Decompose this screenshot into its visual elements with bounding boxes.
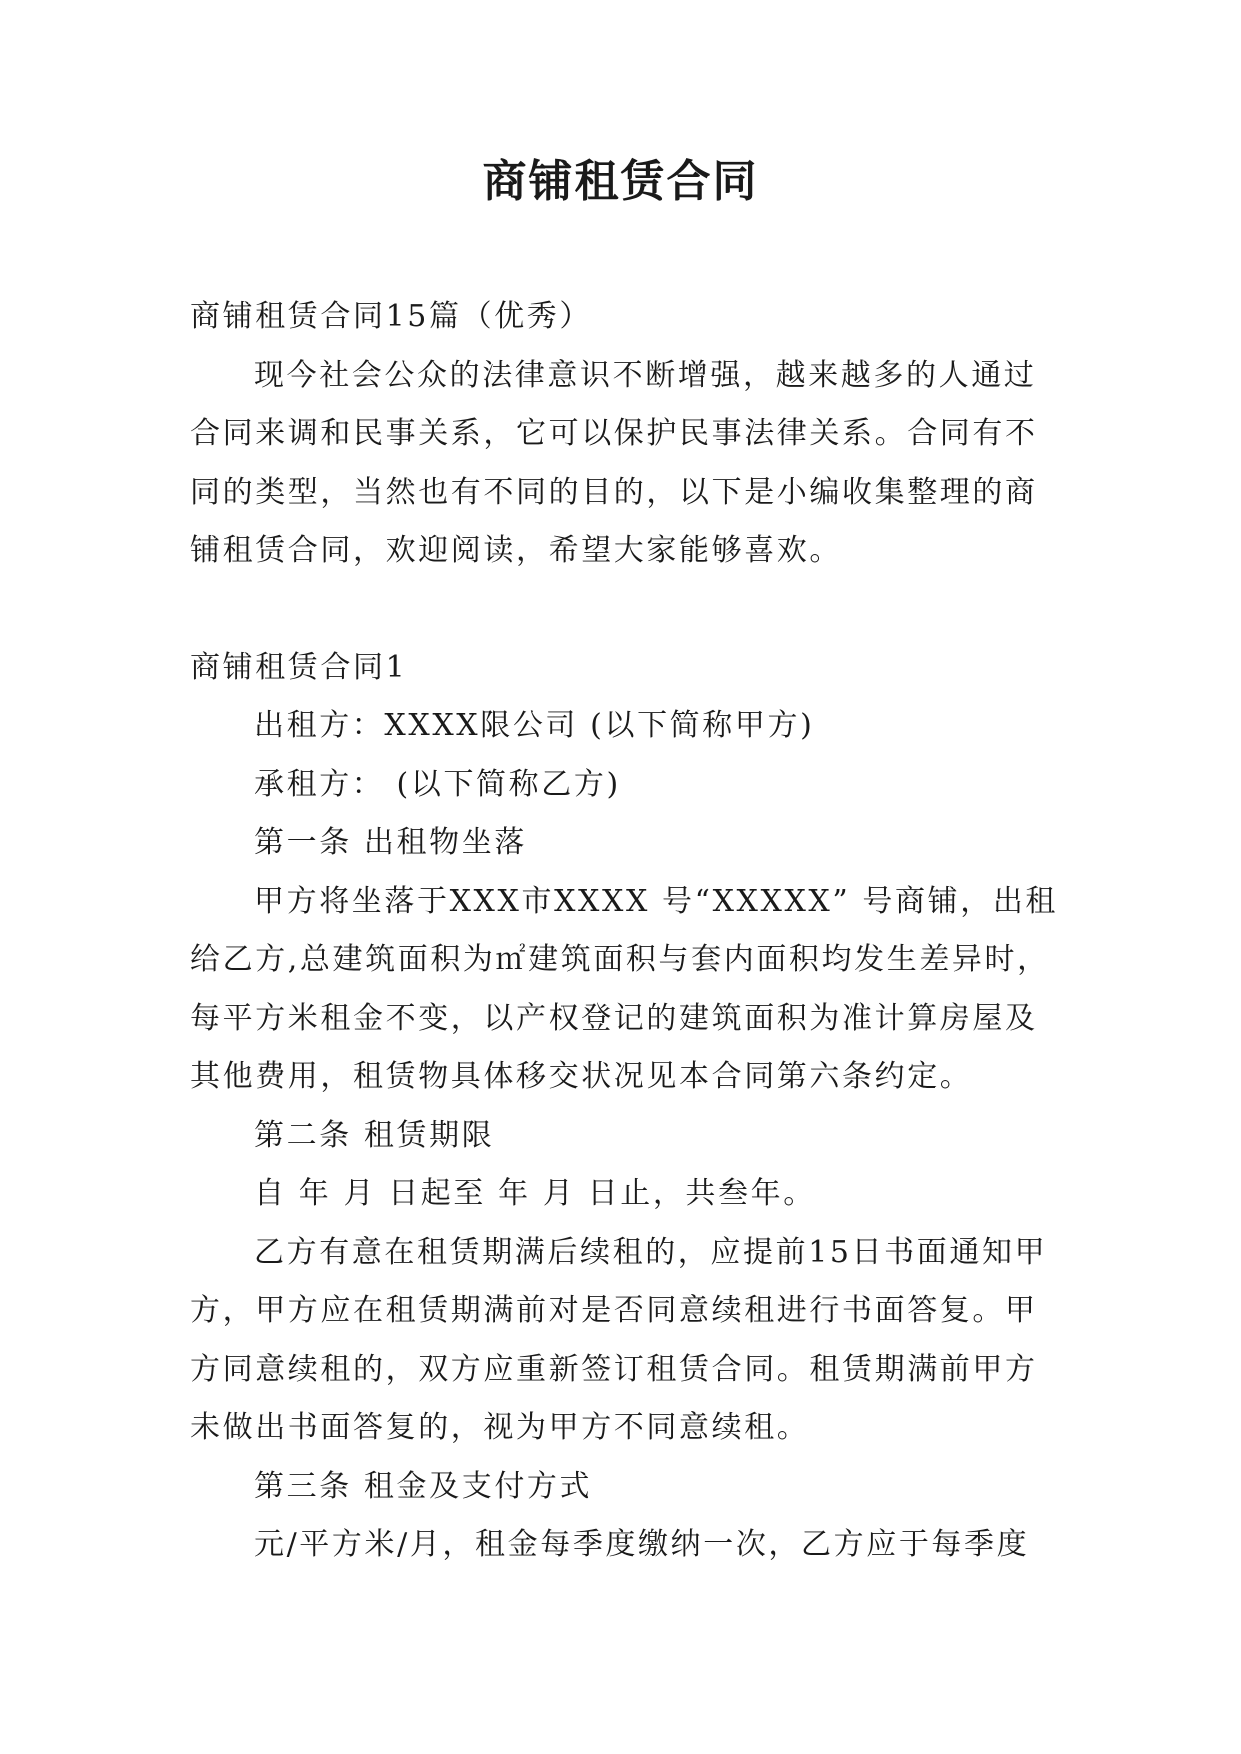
document-title: 商铺租赁合同: [482, 156, 759, 207]
lessee-line: 承租方： (以下简称乙方): [254, 766, 621, 802]
intro-paragraph: 现今社会公众的法律意识不断增强，越来越多的人通过合同来调和民事关系，它可以保护民事法律关系。合同有不同的类型，当然也有不同的目的，以下是小编收集整理的商铺租赁合同，欢迎阅读，希望大家能够喜欢。: [190, 357, 1038, 568]
document-body: [190, 288, 1065, 1575]
document-subtitle: 商铺租赁合同15篇（优秀）: [190, 299, 592, 334]
article1-paragraph: 甲方将坐落于XXX市XXXX 号“XXXXX” 号商铺，出租给乙方,总建筑面积为㎡建筑面积与套内面积均发生差异时，每平方米租金不变，以产权登记的建筑面积为准计算房屋及其他费用，租赁物具体移交状况见本合同第六条约定。: [190, 883, 1059, 1094]
article3-paragraph: 元/平方米/月，租金每季度缴纳一次，乙方应于每季度: [254, 1527, 1030, 1562]
article3-heading: 第三条 租金及支付方式: [254, 1468, 593, 1504]
section-heading: 商铺租赁合同1: [190, 649, 408, 685]
article2-heading: 第二条 租赁期限: [254, 1117, 495, 1153]
article2-term: 自 年 月 日起至 年 月 日止，共叁年。: [254, 1176, 816, 1211]
lessor-line: 出租方：XXXX限公司 (以下简称甲方): [254, 708, 815, 743]
article2-renewal: 乙方有意在租赁期满后续租的，应提前15日书面通知甲方，甲方应在租赁期满前对是否同意续租进行书面答复。甲方同意续租的，双方应重新签订租赁合同。租赁期满前甲方未做出书面答复的，视为甲方不同意续租。: [190, 1234, 1048, 1445]
article1-heading: 第一条 出租物坐落: [254, 825, 527, 860]
paragraph-spacer: [190, 581, 1065, 639]
